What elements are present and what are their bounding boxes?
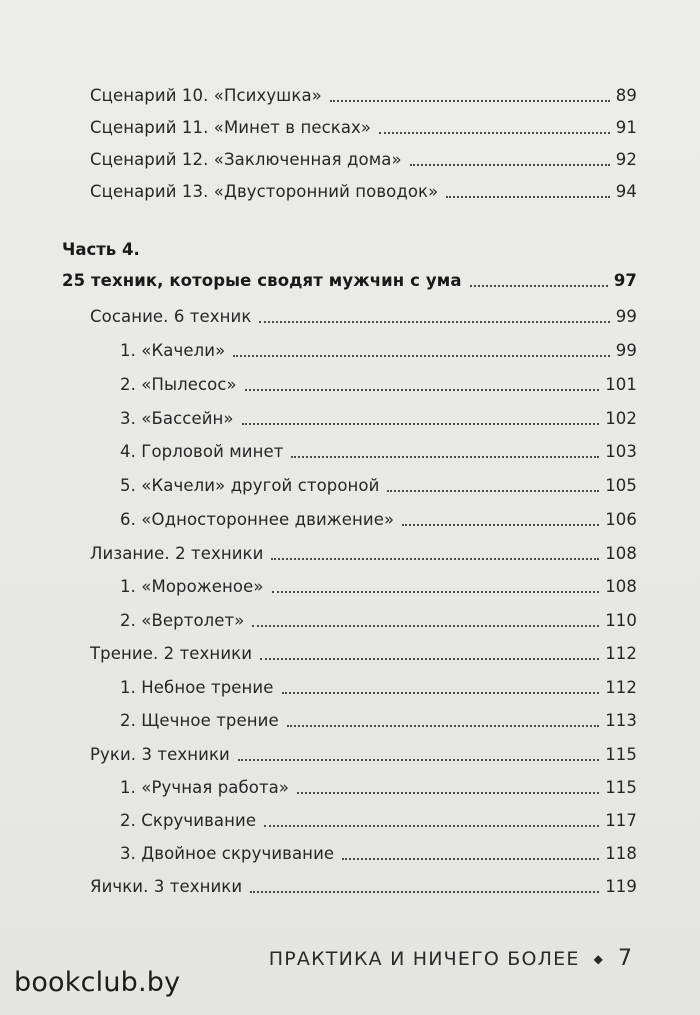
toc-entry-title: Сценарий 13. «Двусторонний поводок» — [90, 182, 439, 201]
toc-entry-page: 115 — [605, 745, 637, 764]
dot-leader — [387, 489, 599, 492]
toc-subentry — [120, 768, 637, 798]
toc-entry-page: 101 — [605, 375, 637, 394]
toc-entry-page: 119 — [605, 877, 637, 896]
dot-leader — [282, 691, 600, 694]
dot-leader — [297, 791, 599, 794]
toc-entry-page: 105 — [605, 476, 637, 495]
dot-leader — [260, 657, 599, 660]
dot-leader — [242, 422, 600, 425]
part-page: 97 — [613, 271, 637, 290]
toc-entry-page: 94 — [615, 182, 637, 201]
toc-section — [90, 735, 637, 765]
toc-entry-title: 1. «Качели» — [120, 341, 226, 360]
toc-subentry — [120, 500, 637, 530]
dot-leader — [470, 284, 608, 287]
toc-section — [90, 867, 637, 897]
toc-subentry — [120, 466, 637, 496]
toc-entry-title: 2. Скручивание — [120, 811, 257, 830]
toc-entry-page: 89 — [615, 86, 637, 105]
toc-entry — [90, 108, 637, 138]
toc-entry-title: 2. Щечное трение — [120, 711, 279, 730]
toc-entry-title: 3. Двойное скручивание — [120, 844, 335, 863]
toc-entry-page: 112 — [605, 678, 637, 697]
dot-leader — [252, 624, 599, 627]
toc-entry-page: 99 — [615, 341, 637, 360]
running-title: ПРАКТИКА И НИЧЕГО БОЛЕЕ — [268, 947, 580, 970]
toc-section — [90, 297, 637, 327]
toc-subentry — [120, 567, 637, 597]
toc-entry-page: 108 — [605, 577, 637, 596]
toc-entry-page: 108 — [605, 544, 637, 563]
toc-section — [90, 534, 637, 564]
toc-entry-title: Сценарий 11. «Минет в песках» — [90, 118, 372, 137]
page-footer — [269, 946, 632, 971]
toc-subentry — [120, 432, 637, 462]
toc-entry-page: 112 — [605, 644, 637, 663]
toc-entry-title: Лизание. 2 техники — [90, 544, 264, 563]
dot-leader — [291, 455, 599, 458]
toc-entry-page: 103 — [605, 442, 637, 461]
dot-leader — [410, 163, 610, 166]
part-title: 25 техник, которые сводят мужчин с ума — [62, 271, 462, 290]
toc-entry-page: 110 — [605, 611, 637, 630]
toc-entry-title: 2. «Пылесос» — [120, 375, 237, 394]
toc-entry-title: 1. «Ручная работа» — [120, 778, 290, 797]
toc-section — [90, 634, 637, 664]
toc-entry-page: 118 — [605, 844, 637, 863]
toc-entry-page: 99 — [615, 307, 637, 326]
toc-subentry — [120, 601, 637, 631]
toc-entry-page: 113 — [605, 711, 637, 730]
toc-entry-page: 92 — [615, 150, 637, 169]
toc-entry-page: 102 — [605, 409, 637, 428]
dot-leader — [264, 824, 599, 827]
dot-leader — [379, 131, 610, 134]
toc-entry-title: Сценарий 10. «Психушка» — [90, 86, 322, 105]
page-number: 7 — [618, 946, 632, 971]
toc-subentry — [120, 701, 637, 731]
dot-leader — [259, 320, 609, 323]
toc-entry-page: 115 — [605, 778, 637, 797]
toc-entry-title: Руки. 3 техники — [90, 745, 230, 764]
toc-entry — [90, 172, 637, 202]
part-title-entry — [62, 261, 637, 291]
toc-entry-title: 1. «Мороженое» — [120, 577, 264, 596]
toc-entry — [90, 140, 637, 170]
toc-entry — [90, 76, 637, 106]
dot-leader — [272, 590, 600, 593]
toc-entry-title: Яички. 3 техники — [90, 877, 243, 896]
dot-leader — [402, 523, 599, 526]
dot-leader — [330, 99, 610, 102]
toc-entry-title: 5. «Качели» другой стороной — [120, 476, 380, 495]
toc-entry-page: 106 — [605, 510, 637, 529]
toc-entry-title: 3. «Бассейн» — [120, 409, 234, 428]
dot-leader — [245, 388, 599, 391]
toc-entry-title: 6. «Одностороннее движение» — [120, 510, 395, 529]
toc-entry-title: Трение. 2 техники — [90, 644, 253, 663]
toc-subentry — [120, 668, 637, 698]
toc-entry-title: 1. Небное трение — [120, 678, 274, 697]
toc-entry-page: 91 — [615, 118, 637, 137]
diamond-bullet-icon: ◆ — [593, 951, 604, 966]
dot-leader — [238, 758, 599, 761]
toc-entry-title: 2. «Вертолет» — [120, 611, 245, 630]
toc-subentry — [120, 331, 637, 361]
dot-leader — [271, 557, 599, 560]
dot-leader — [233, 354, 610, 357]
toc-entry-title: Сценарий 12. «Заключенная дома» — [90, 150, 402, 169]
watermark: bookclub.by — [14, 967, 181, 998]
dot-leader — [342, 857, 599, 860]
toc-subentry — [120, 801, 637, 831]
toc-entry-title: 4. Горловой минет — [120, 442, 284, 461]
part-label: Часть 4. — [62, 240, 140, 259]
toc-subentry — [120, 399, 637, 429]
dot-leader — [250, 890, 599, 893]
dot-leader — [287, 724, 599, 727]
toc-subentry — [120, 834, 637, 864]
toc-subentry — [120, 365, 637, 395]
toc-entry-page: 117 — [605, 811, 637, 830]
dot-leader — [446, 195, 609, 198]
toc-entry-title: Сосание. 6 техник — [90, 307, 252, 326]
